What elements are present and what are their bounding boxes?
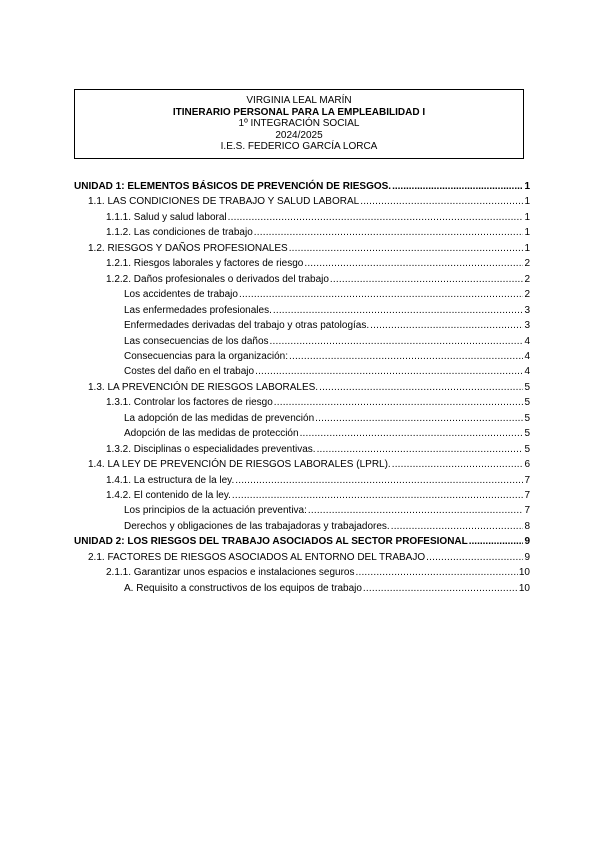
toc-page-number: 5 [524,381,530,393]
toc-page-number: 1 [524,242,530,254]
toc-page-number: 8 [524,520,530,532]
toc-entry[interactable] [74,335,530,348]
author-name: VIRGINIA LEAL MARÍN [246,95,352,106]
toc-dot-leader [289,243,524,255]
toc-dot-leader [255,366,523,378]
toc-entry-label: 2.1.1. Garantizar unos espacios e instalaciones seguros [106,567,355,579]
toc-entry-label: UNIDAD 2: LOS RIESGOS DEL TRABAJO ASOCIADOS AL SECTOR PROFESIONAL [74,536,468,548]
toc-entry[interactable] [74,427,530,440]
toc-page-number: 3 [524,304,530,316]
toc-dot-leader [270,336,524,348]
toc-page-number: 4 [524,335,530,347]
course-name: 1º INTEGRACIÓN SOCIAL [238,118,360,130]
toc-dot-leader [228,212,524,224]
toc-entry-label: 1.3.1. Controlar los factores de riesgo [106,397,273,409]
toc-entry-label: Costes del daño en el trabajo [124,366,255,378]
toc-entry[interactable] [74,381,530,394]
toc-entry[interactable] [74,350,530,363]
toc-dot-leader [360,196,523,208]
toc-entry[interactable] [74,257,530,270]
toc-page-number: 5 [524,443,530,455]
toc-page-number: 1 [524,227,530,239]
toc-dot-leader [392,459,524,471]
toc-entry[interactable] [74,489,530,502]
toc-entry[interactable] [74,458,530,471]
toc-entry-label: 1.2.1. Riesgos laborales y factores de riesgo [106,258,304,270]
toc-entry-label: Las consecuencias de los daños [124,335,269,347]
toc-entry-label: UNIDAD 1: ELEMENTOS BÁSICOS DE PREVENCIÓN DE RIESGOS. [74,181,392,192]
toc-entry[interactable] [74,520,530,533]
toc-dot-leader [363,583,518,595]
toc-page-number: 10 [518,582,530,594]
toc-entry-label: Las enfermedades profesionales. [124,304,272,316]
toc-dot-leader [319,382,523,394]
toc-page-number: 4 [524,350,530,362]
toc-entry[interactable] [74,242,530,255]
toc-page-number: 6 [524,459,530,471]
toc-entry-label: La adopción de las medidas de prevención [124,412,315,424]
toc-page-number: 7 [524,474,530,486]
toc-entry-label: Adopción de las medidas de protección [124,428,299,440]
toc-entry-label: 1.2.2. Daños profesionales o derivados del trabajo [106,273,329,285]
toc-dot-leader [273,305,524,317]
toc-entry-label: 2.1. FACTORES DE RIESGOS ASOCIADOS AL ENTORNO DEL TRABAJO [88,551,426,563]
school-year: 2024/2025 [275,129,323,141]
toc-dot-leader [239,289,523,301]
toc-entry-label: Los principios de la actuación preventiva: [124,505,307,517]
toc-entry[interactable] [74,195,530,208]
toc-dot-leader [426,552,523,564]
toc-page-number: 2 [524,273,530,285]
toc-entry[interactable] [74,551,530,564]
toc-page-number: 9 [524,536,530,548]
toc-entry-label: Enfermedades derivadas del trabajo y otras patologías. [124,320,370,332]
toc-entry-label: 1.2. RIESGOS Y DAÑOS PROFESIONALES [88,242,288,254]
toc-entry[interactable] [74,365,530,378]
toc-entry[interactable] [74,304,530,317]
toc-page-number: 5 [524,412,530,424]
document-header [74,89,524,159]
toc-entry[interactable] [74,582,530,595]
toc-page-number: 3 [524,320,530,332]
toc-dot-leader [254,227,524,239]
toc-dot-leader [469,536,524,548]
toc-dot-leader [274,397,524,409]
toc-page-number: 7 [524,505,530,517]
toc-dot-leader [289,351,523,363]
toc-page-number: 2 [524,289,530,301]
toc-entry-label: 1.1. LAS CONDICIONES DE TRABAJO Y SALUD LABORAL [88,196,360,208]
toc-entry-label: 1.3. LA PREVENCIÓN DE RIESGOS LABORALES. [88,381,319,393]
toc-dot-leader [392,181,523,193]
toc-entry[interactable] [74,474,530,487]
toc-entry[interactable] [74,396,530,409]
toc-entry[interactable] [74,412,530,425]
toc-dot-leader [235,475,523,487]
toc-page-number: 4 [524,366,530,378]
document-title: ITINERARIO PERSONAL PARA LA EMPLEABILIDAD I [172,106,426,118]
toc-dot-leader [317,444,524,456]
toc-page-number: 1 [524,196,530,208]
toc-page-number: 5 [524,428,530,440]
toc-entry-label: 1.1.2. Las condiciones de trabajo [106,227,253,239]
toc-page-number: 10 [518,567,530,579]
toc-entry-label: 1.3.2. Disciplinas o especialidades preventivas. [106,443,316,455]
toc-entry[interactable] [74,319,530,332]
toc-entry-label: 1.4.1. La estructura de la ley. [106,474,235,486]
toc-page-number: 5 [524,397,530,409]
toc-dot-leader [315,413,523,425]
toc-entry[interactable] [74,443,530,456]
toc-entry[interactable] [74,504,530,517]
toc-entry-label: 1.4.2. El contenido de la ley. [106,490,231,501]
toc-entry[interactable] [74,566,530,579]
toc-dot-leader [232,490,524,502]
toc-entry[interactable] [74,273,530,286]
toc-entry-label: 1.4. LA LEY DE PREVENCIÓN DE RIESGOS LABORALES (LPRL). [88,459,391,471]
toc-dot-leader [355,567,517,579]
toc-page-number: 9 [524,551,530,563]
toc-entry-label: 1.1.1. Salud y salud laboral [106,211,227,223]
toc-dot-leader [370,320,523,332]
toc-entry[interactable] [74,211,530,224]
toc-dot-leader [300,428,524,440]
toc-page-number: 2 [524,258,530,270]
toc-entry-label: Derechos y obligaciones de las trabajadoras y trabajadores. [124,520,390,532]
toc-unit-entry[interactable] [74,535,530,548]
toc-page-number: 1 [524,181,530,192]
toc-dot-leader [391,521,524,533]
toc-dot-leader [330,274,524,286]
toc-entry-label: Consecuencias para la organización: [124,350,288,362]
toc-unit-entry[interactable] [74,180,530,193]
toc-dot-leader [304,258,523,270]
toc-dot-leader [308,505,524,517]
toc-entry[interactable] [74,288,530,301]
school-name: I.E.S. FEDERICO GARCÍA LORCA [220,141,378,153]
toc-entry-label: A. Requisito a constructivos de los equipos de trabajo [124,582,362,594]
toc-page-number: 7 [524,490,530,501]
toc-page-number: 1 [524,211,530,223]
toc-entry-label: Los accidentes de trabajo [124,289,238,301]
toc-entry[interactable] [74,226,530,239]
